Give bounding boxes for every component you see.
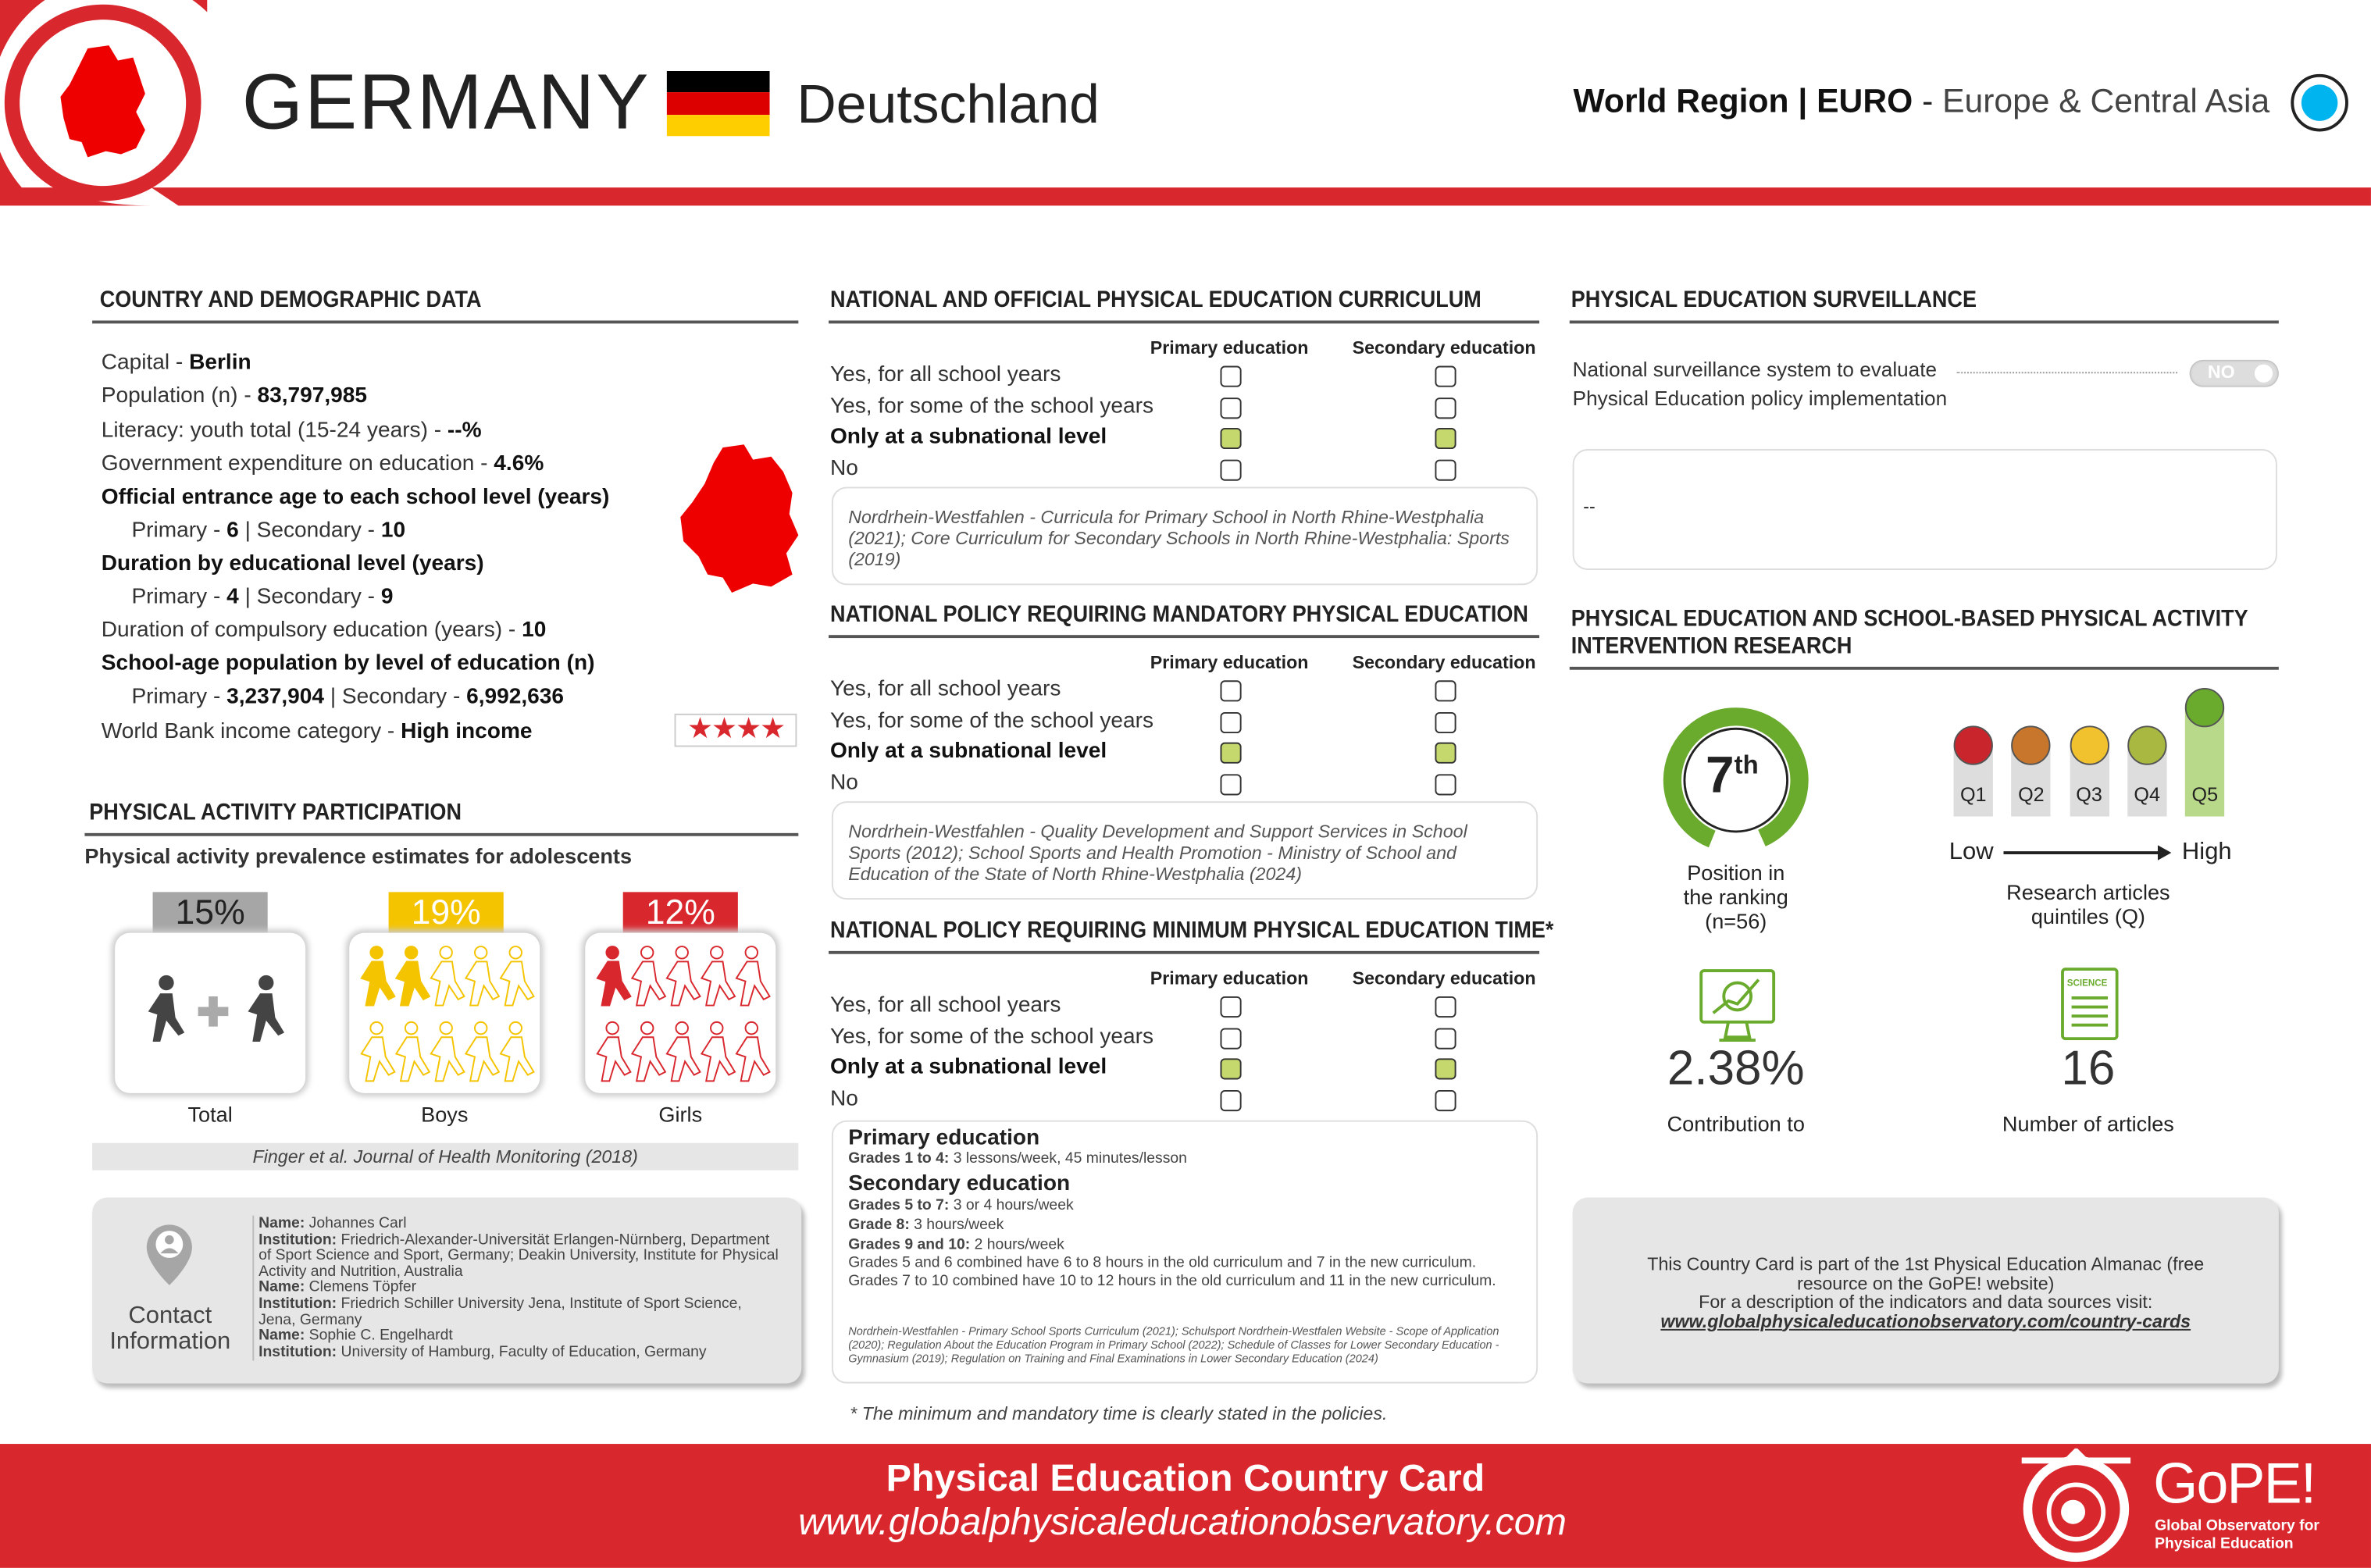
section-title-min_time: NATIONAL POLICY REQUIRING MINIMUM PHYSICAL EDUCATION TIME* [829,918,1554,944]
info-box: This Country Card is part of the 1st Physical Education Almanac (free resource on the GoPE! website) For a description of the indicators and data sources visit: www.globalphysicaleducationobservatory.com/country-cards [1573,1197,2279,1383]
option-label: Only at a subnational level [829,1056,1107,1081]
secondary-checkbox[interactable] [1435,743,1456,764]
option-label: Yes, for some of the school years [829,708,1154,733]
option-label: No [829,771,858,796]
secondary-checkbox[interactable] [1435,680,1456,701]
girls-percent: 12% [623,892,738,932]
germany-flag-icon [667,71,770,136]
section-title-research: PHYSICAL EDUCATION AND SCHOOL-BASED PHYSICAL ACTIVITY INTERVENTION RESEARCH [1571,606,2248,660]
girls-card [585,933,775,1093]
world-region: World Region | EURO - Europe & Central Asia [1573,81,2270,119]
boys-percent: 19% [389,892,504,932]
runner-figure [396,946,430,1006]
primary-checkbox[interactable] [1221,775,1242,796]
secondary-checkbox[interactable] [1435,1090,1456,1111]
activity-subtitle: Physical activity prevalence estimates for adolescents [84,843,633,868]
quintile-label: Q1 [1959,782,1987,806]
runners-boys-icon [349,933,540,1093]
footer [0,1444,2371,1568]
secondary-column-header: Secondary education [1352,337,1536,358]
primary-checkbox[interactable] [1221,366,1242,387]
capital-row: Capital - Berlin [101,351,251,376]
footer-url[interactable]: www.globalphysicaleducationobservatory.com [798,1501,1567,1544]
runner-figure [632,946,665,1006]
contact-entry: Name: Clemens Töpfer Institution: Friedrich Schiller University Jena, Institute of Sport Science, Jena, Germany [258,1279,742,1329]
primary-column-header: Primary education [1150,337,1309,358]
runner-figure [396,1022,430,1082]
runner-figure [701,1022,735,1082]
secondary-checkbox[interactable] [1435,366,1456,387]
boys-card [349,933,540,1093]
primary-column-header: Primary education [1150,968,1309,989]
country-name: GERMANY [241,59,651,147]
contribution-label: Contribution to [1667,1111,1805,1136]
runner-figure [736,946,770,1006]
compulsory-row: Duration of compulsory education (years) - 10 [101,618,547,643]
articles-label: Number of articles [2002,1111,2174,1136]
arrow-right-icon [2003,843,2173,861]
runner-figure [465,1022,499,1082]
runner-figure [701,946,735,1006]
quintile-circle [2127,725,2166,764]
activity-citation: Finger et al. Journal of Health Monitoring (2018) [92,1143,798,1171]
option-label: Only at a subnational level [829,739,1107,764]
runner-figure [667,946,701,1006]
option-label: Yes, for all school years [829,362,1061,387]
total-percent: 15% [153,892,268,932]
quintile-circle [1954,725,1993,764]
quintile-label: Q3 [2076,782,2102,806]
region-name: Europe & Central Asia [1942,81,2270,119]
option-label: Yes, for some of the school years [829,1025,1154,1049]
school-pop-title: School-age population by level of education (n) [101,651,595,676]
science-label: SCIENCE [2066,979,2108,989]
quintile-caption: Research articles quintiles (Q) [2006,879,2170,928]
primary-checkbox[interactable] [1221,1090,1242,1111]
runner-figure [465,946,499,1006]
runner-figure [736,1022,770,1082]
option-label: No [829,456,858,481]
footer-title: Physical Education Country Card [886,1457,1485,1500]
entrance-age-row: Primary - 6 | Secondary - 10 [131,519,406,543]
primary-checkbox[interactable] [1221,429,1242,450]
germany-map-icon [677,441,801,598]
quintile-label: Q5 [2191,782,2219,806]
quintile-label: Q2 [2018,782,2045,806]
research-monitor-icon [1698,968,1777,1046]
science-article-icon [2061,968,2119,1040]
option-label: Yes, for all school years [829,677,1061,702]
population-row: Population (n) - 83,797,985 [101,383,368,408]
primary-checkbox[interactable] [1221,1028,1242,1049]
runner-figure [431,1022,465,1082]
surveillance-line1: National surveillance system to evaluate [1572,358,1938,381]
duration-title: Duration by educational level (years) [101,551,484,576]
runner-figure [597,946,631,1006]
secondary-column-header: Secondary education [1352,651,1536,673]
contact-box [92,1197,801,1383]
germany-map-icon [60,45,144,157]
ranking-position: 7th [1706,747,1759,805]
primary-checkbox[interactable] [1221,680,1242,701]
detail-line: Grades 5 to 7: 3 or 4 hours/week [848,1197,1074,1214]
runners-girls-icon [585,933,775,1093]
runner-figure [362,946,395,1006]
runner-figure [362,1022,395,1082]
primary-heading: Primary education [848,1126,1040,1151]
quintile-label: Q4 [2134,782,2160,806]
section-title-mandatory: NATIONAL POLICY REQUIRING MANDATORY PHYSICAL EDUCATION [829,601,1528,628]
secondary-checkbox[interactable] [1435,996,1456,1017]
school-pop-row: Primary - 3,237,904 | Secondary - 6,992,636 [131,685,565,710]
curriculum-citation: Nordrhein-Westfahlen - Curricula for Primary School in North Rhine-Westphalia (2021); Core Curriculum for Secondary Schools in North Rhine-Westphalia: Sports (2019) [832,486,1538,585]
region-globe-icon [2291,74,2348,132]
detail-note: Grades 5 and 6 combined have 6 to 8 hours in the old curriculum and 7 in the new curriculum. [848,1255,1477,1272]
secondary-column-header: Secondary education [1352,968,1536,989]
articles-value: 16 [2061,1040,2116,1095]
section-title-surveillance: PHYSICAL EDUCATION SURVEILLANCE [1571,287,1977,313]
native-name: Deutschland [797,72,1100,135]
income-stars-rating: ★★★★ [675,714,797,747]
surveillance-toggle[interactable]: NO [2190,360,2279,387]
secondary-checkbox[interactable] [1435,711,1456,732]
option-label: Yes, for all school years [829,993,1061,1018]
income-row: World Bank income category - High income [101,719,533,744]
option-label: Only at a subnational level [829,425,1107,450]
contact-entry: Name: Johannes Carl Institution: Friedrich-Alexander-Universität Erlangen-Nürnberg, Department of Sport Science and Sport, Germany; Deakin University, Institute for Physical Activity and Nutrition, Australia [258,1215,779,1281]
contact-entry: Name: Sophie C. Engelhardt Institution: University of Hamburg, Faculty of Education, Germany [258,1327,707,1361]
primary-checkbox[interactable] [1221,397,1242,419]
location-pin-icon [144,1221,195,1288]
runner-figure [667,1022,701,1082]
runner-figure [632,1022,665,1082]
secondary-checkbox[interactable] [1435,1059,1456,1080]
min-time-citation: Nordrhein-Westfahlen - Primary School Sports Curriculum (2021); Schulsport Nordrhein-Westfalen Website - Scope of Application (2020); Regulation About the Education Program in Primary School (2022); Schedule of Classes for Lower Secondary Education - Gymnasium (2019); Regulation on Training and Final Examinations in Lower Secondary Education (2024) [848,1324,1499,1366]
section-title-activity: PHYSICAL ACTIVITY PARTICIPATION [89,800,462,826]
secondary-checkbox[interactable] [1435,775,1456,796]
expenditure-row: Government expenditure on education - 4.6% [101,451,544,476]
gope-logo-text: GoPE! [2153,1452,2316,1517]
surveillance-line2: Physical Education policy implementation [1572,387,1948,410]
primary-checkbox[interactable] [1221,1059,1242,1080]
runners-total-icon [115,933,305,1093]
secondary-heading: Secondary education [848,1171,1071,1196]
country-cards-link[interactable]: www.globalphysicaleducationobservatory.com/country-cards [1660,1310,2191,1331]
detail-line: Grades 9 and 10: 2 hours/week [848,1236,1064,1254]
boys-label: Boys [421,1102,469,1127]
region-label: World Region | EURO [1573,81,1913,119]
mandatory-citation: Nordrhein-Westfahlen - Quality Development and Support Services in School Sports (2012); School Sports and Health Promotion - Ministry of School and Education of the State of North Rhine-Westphalia (2024) [832,801,1538,900]
secondary-checkbox[interactable] [1435,1028,1456,1049]
contact-label: Contact Information [109,1303,231,1355]
primary-checkbox[interactable] [1221,711,1242,732]
primary-checkbox[interactable] [1221,743,1242,764]
detail-line: Grades 1 to 4: 3 lessons/week, 45 minutes/lesson [848,1150,1187,1167]
low-label: Low [1948,839,1994,865]
detail-note: Grades 7 to 10 combined have 10 to 12 hours in the old curriculum and 11 in the new curriculum. [848,1273,1496,1290]
ranking-caption: Position in the ranking (n=56) [1683,860,1788,933]
quintile-circle [2185,688,2224,727]
total-label: Total [187,1102,233,1127]
primary-checkbox[interactable] [1221,996,1242,1017]
section-title-demographics: COUNTRY AND DEMOGRAPHIC DATA [99,287,482,313]
duration-row: Primary - 4 | Secondary - 9 [131,585,394,610]
runner-figure [597,1022,631,1082]
option-label: No [829,1087,858,1112]
runner-figure [501,946,534,1006]
girls-label: Girls [658,1102,703,1127]
surveillance-details: -- [1573,449,2277,570]
quintile-circle [2070,725,2109,764]
runner-figure [431,946,465,1006]
entrance-age-title: Official entrance age to each school level (years) [101,485,610,510]
footnote: * The minimum and mandatory time is clearly stated in the policies. [850,1402,1388,1424]
gope-logo-icon [2016,1449,2143,1563]
detail-line: Grade 8: 3 hours/week [848,1217,1004,1234]
secondary-checkbox[interactable] [1435,429,1456,450]
primary-checkbox[interactable] [1221,460,1242,481]
contribution-value: 2.38% [1667,1040,1805,1095]
option-label: Yes, for some of the school years [829,394,1154,419]
gope-logo-subtitle: Global Observatory for Physical Education [2155,1517,2319,1553]
primary-column-header: Primary education [1150,651,1309,673]
min-time-details [832,1121,1538,1384]
literacy-row: Literacy: youth total (15-24 years) - --% [101,419,482,444]
runner-figure [501,1022,534,1082]
high-label: High [2181,839,2232,865]
secondary-checkbox[interactable] [1435,397,1456,419]
secondary-checkbox[interactable] [1435,460,1456,481]
contact-list [258,1217,780,1362]
total-card [115,933,305,1093]
section-title-curriculum: NATIONAL AND OFFICIAL PHYSICAL EDUCATION CURRICULUM [829,287,1481,313]
